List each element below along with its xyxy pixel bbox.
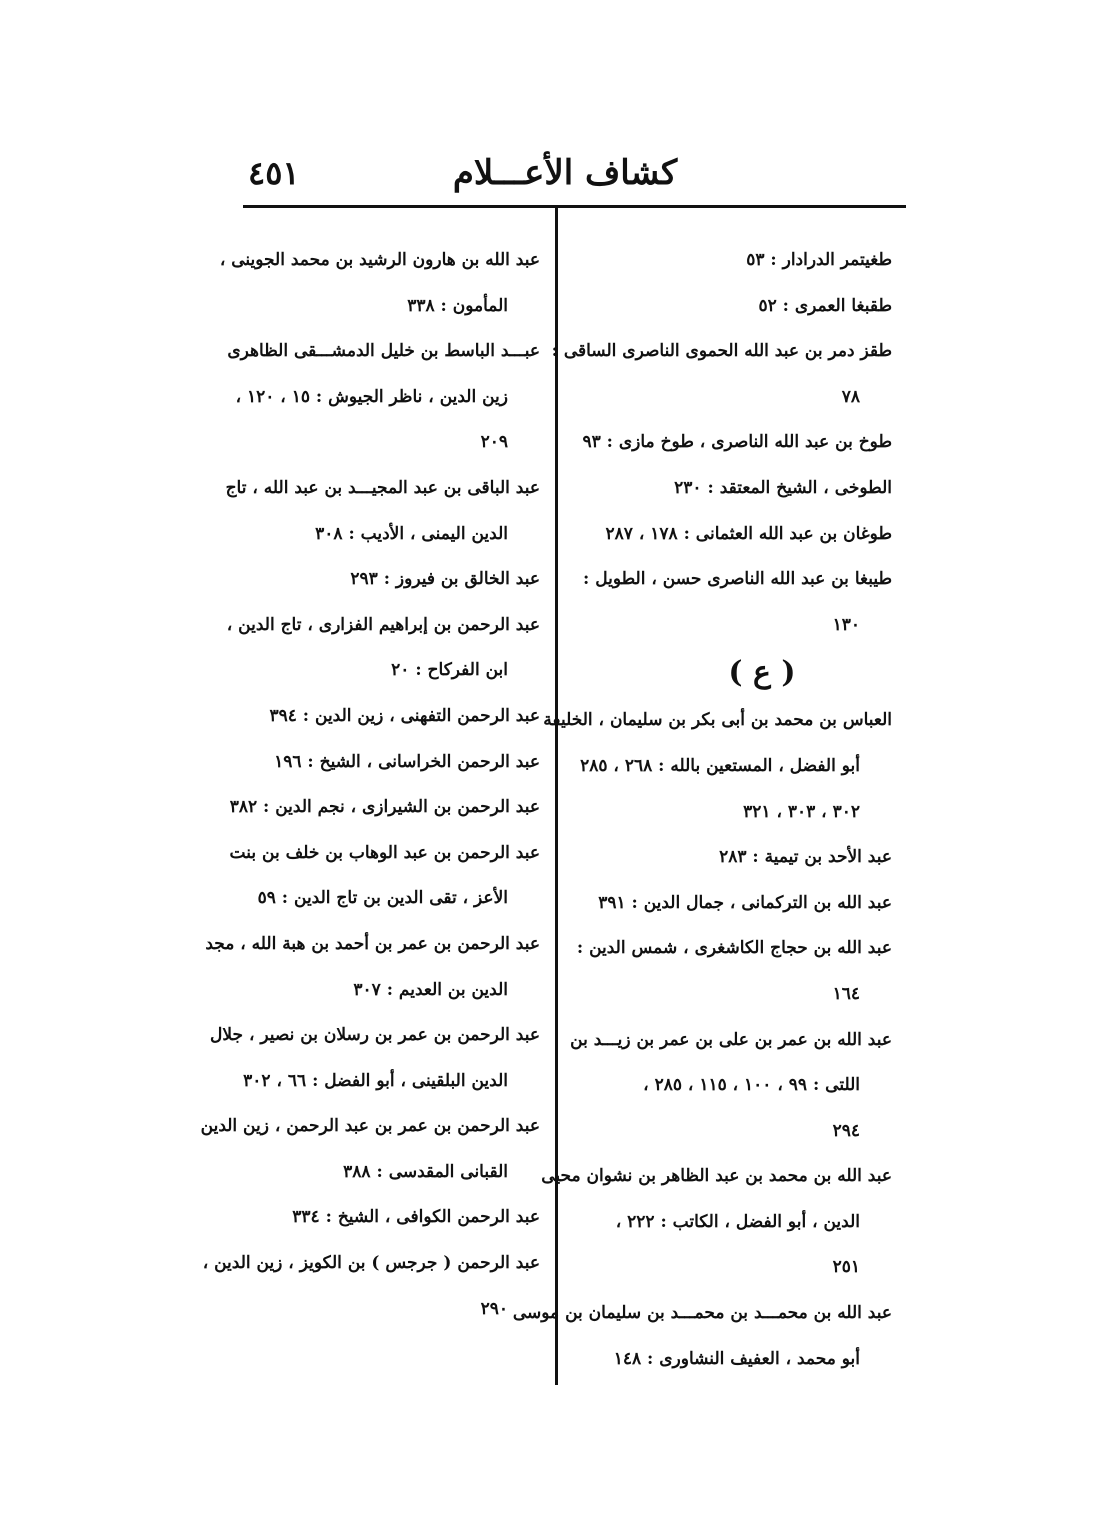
index-entry-continuation: ١٣٠ bbox=[832, 614, 860, 635]
index-entry-line: عبد الله بن عمر بن على بن عمر بن زيـــد بن bbox=[570, 1029, 892, 1050]
index-entry-line: عبد الرحمن بن عمر بن أحمد بن هبة الله ، مجد bbox=[205, 933, 540, 954]
left-column-entries bbox=[200, 238, 540, 1332]
index-entry-line: عبد الله بن هارون الرشيد بن محمد الجوينى ، bbox=[219, 250, 540, 270]
index-entry-line: طغيتمر الدرادار : ٥٣ bbox=[746, 250, 892, 270]
index-entry-line: عبد الله بن محمـــد بن محمـــد بن سليمان بن موسى bbox=[512, 1303, 892, 1324]
index-entry-line: عبد الرحمن ( جرجس ) بن الكويز ، زين الدين ، bbox=[202, 1253, 540, 1274]
index-entry-continuation: أبو محمد ، العفيف النشاورى : ١٤٨ bbox=[613, 1348, 860, 1369]
index-entry-continuation: القبانى المقدسى : ٣٨٨ bbox=[343, 1161, 508, 1182]
index-entry-continuation: الأعز ، تقى الدين بن تاج الدين : ٥٩ bbox=[257, 888, 508, 909]
page-title: كشاف الأعـــلام bbox=[452, 153, 678, 193]
index-entry-continuation: ٢٩٤ bbox=[832, 1120, 860, 1141]
index-entry-continuation: ٢٥١ bbox=[832, 1257, 860, 1278]
index-entry-line: عبـــد الباسط بن خليل الدمشـــقى الظاهرى bbox=[227, 341, 540, 362]
index-entry-line: عبد الرحمن بن عبد الوهاب بن خلف بن بنت bbox=[229, 842, 540, 863]
index-entry-line: عبد الرحمن بن عمر بن عبد الرحمن ، زين الدين bbox=[200, 1116, 540, 1137]
left-column bbox=[200, 238, 540, 1332]
index-entry-line: طقز دمر بن عبد الله الحموى الناصرى الساقى : bbox=[551, 341, 892, 362]
index-entry-continuation: الدين بن العديم : ٣٠٧ bbox=[353, 979, 508, 1000]
index-entry-continuation: أبو الفضل ، المستعين بالله : ٢٦٨ ، ٢٨٥ bbox=[580, 755, 860, 776]
index-entry-line: عبد الرحمن الكوافى ، الشيخ : ٣٣٤ bbox=[292, 1207, 540, 1228]
column-divider bbox=[555, 207, 558, 1385]
header-rule bbox=[243, 205, 906, 208]
index-entry-continuation: ابن الفركاح : ٢٠ bbox=[391, 660, 508, 681]
index-entry-continuation: ١٦٤ bbox=[832, 983, 860, 1004]
index-entry-line: عبد الله بن التركمانى ، جمال الدين : ٣٩١ bbox=[598, 892, 892, 913]
index-entry-continuation: الدين ، أبو الفضل ، الكاتب : ٢٢٢ ، bbox=[615, 1211, 860, 1232]
letter-heading: ( ع ) bbox=[728, 655, 796, 691]
index-entry-line: عبد الرحمن بن عمر بن رسلان بن نصير ، جلال bbox=[210, 1025, 540, 1046]
index-entry-line: طوغان بن عبد الله العثمانى : ١٧٨ ، ٢٨٧ bbox=[605, 523, 892, 544]
index-entry-continuation: زين الدين ، ناظر الجيوش : ١٥ ، ١٢٠ ، bbox=[235, 386, 508, 407]
index-entry-line: عبد الرحمن بن الشيرازى ، نجم الدين : ٣٨٢ bbox=[229, 797, 540, 818]
index-entry-continuation: الدين البلقينى ، أبو الفضل : ٦٦ ، ٣٠٢ bbox=[243, 1070, 508, 1091]
right-column-entries-top bbox=[551, 238, 892, 648]
index-entry-line: طقبغا العمرى : ٥٢ bbox=[758, 295, 892, 316]
index-entry-line: عبد الباقى بن عبد المجيـــد بن عبد الله ، تاج bbox=[225, 477, 540, 498]
index-entry-continuation: ٧٨ bbox=[841, 386, 860, 407]
index-entry-line: عبد الخالق بن فيروز : ٢٩٣ bbox=[350, 569, 540, 590]
index-entry-continuation: ٢٠٩ bbox=[480, 432, 508, 453]
index-entry-line: عبد الله بن محمد بن عبد الظاهر بن نشوان محيى bbox=[541, 1166, 892, 1187]
index-entry-line: عبد الرحمن التفهنى ، زين الدين : ٣٩٤ bbox=[269, 705, 540, 726]
index-entry-line: عبد الرحمن الخراسانى ، الشيخ : ١٩٦ bbox=[274, 751, 540, 772]
index-entry-line: العباس بن محمد بن أبى بكر بن سليمان ، الخليفة bbox=[543, 710, 892, 731]
index-entry-continuation: المأمون : ٣٣٨ bbox=[407, 295, 508, 316]
index-entry-line: طيبغا بن عبد الله الناصرى حسن ، الطويل : bbox=[583, 569, 892, 590]
index-entry-line: طوخ بن عبد الله الناصرى ، طوخ مازى : ٩٣ bbox=[582, 432, 892, 453]
index-entry-continuation: ٣٠٢ ، ٣٠٣ ، ٣٢١ bbox=[743, 801, 860, 822]
index-entry-line: الطوخى ، الشيخ المعتقد : ٢٣٠ bbox=[674, 477, 892, 498]
right-column-entries-bottom bbox=[512, 698, 892, 1382]
index-entry-continuation: الدين اليمنى ، الأديب : ٣٠٨ bbox=[315, 523, 508, 544]
index-entry-continuation: اللتى : ٩٩ ، ١٠٠ ، ١١٥ ، ٢٨٥ ، bbox=[643, 1075, 860, 1096]
index-entry-line: عبد الرحمن بن إبراهيم الفزارى ، تاج الدين ، bbox=[226, 614, 540, 635]
page-number: ٤٥١ bbox=[248, 154, 300, 192]
index-entry-line: عبد الأحد بن تيمية : ٢٨٣ bbox=[719, 847, 892, 868]
index-entry-line: عبد الله بن حجاج الكاشغرى ، شمس الدين : bbox=[576, 938, 892, 959]
right-column bbox=[512, 238, 892, 1382]
index-entry-continuation: ٢٩٠ bbox=[480, 1298, 508, 1319]
